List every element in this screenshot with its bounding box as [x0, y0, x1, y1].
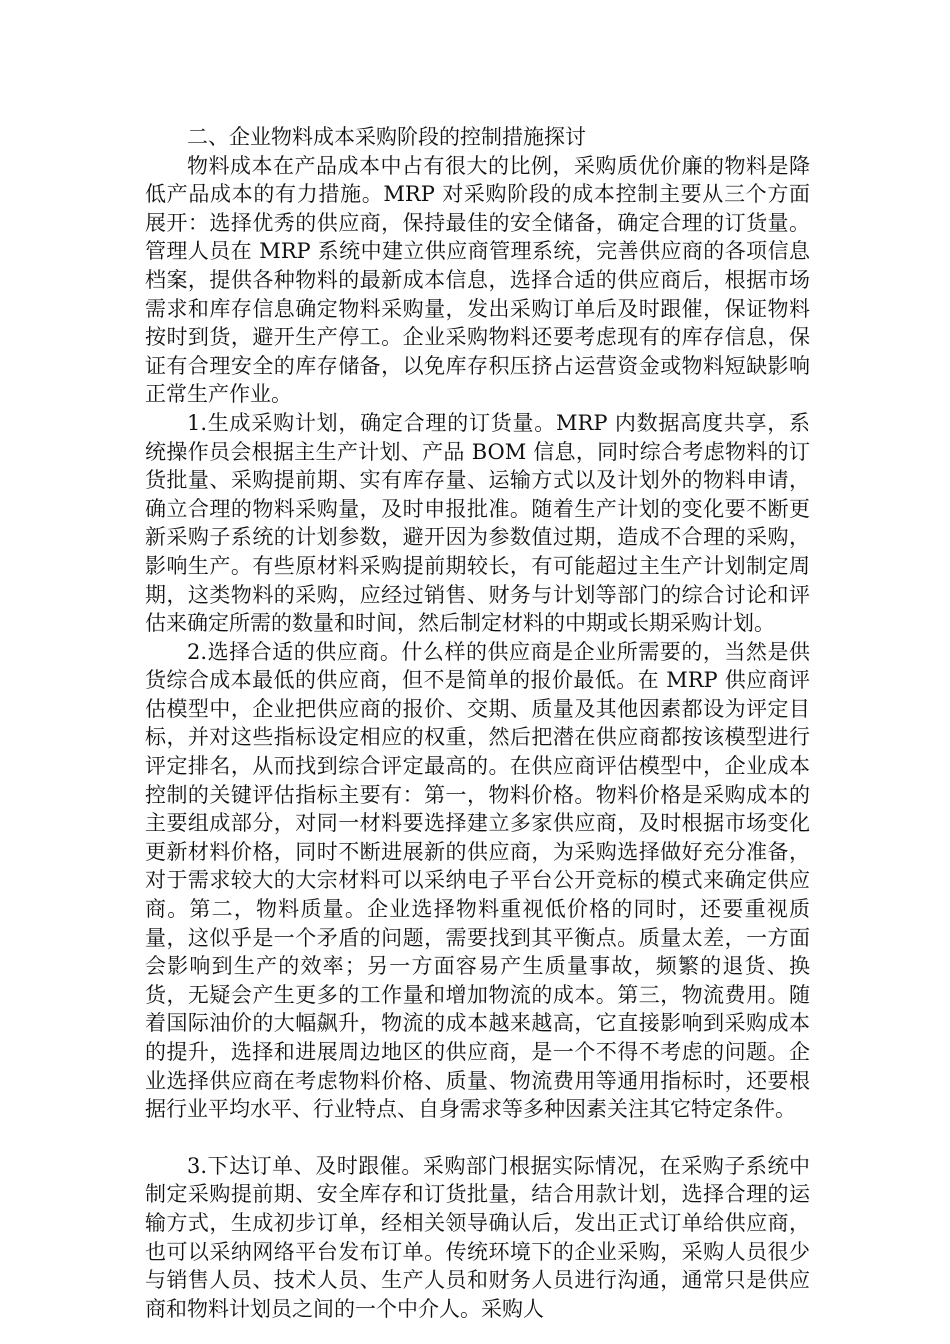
document-page — [145, 123, 810, 1323]
paragraph-spacer — [145, 1124, 810, 1152]
paragraph-intro: 物料成本在产品成本中占有很大的比例，采购质优价廉的物料是降低产品成本的有力措施。MRP 对采购阶段的成本控制主要从三个方面展开：选择优秀的供应商，保持最佳的安全储备，确定合理的订货量。管理人员在 MRP 系统中建立供应商管理系统，完善供应商的各项信息档案，提供各种物料的最新成本信息，选择合适的供应商后，根据市场需求和库存信息确定物料采购量，发出采购订单后及时跟催，保证物料按时到货，避开生产停工。企业采购物料还要考虑现有的库存信息，保证有合理安全的库存储备，以免库存积压挤占运营资金或物料短缺影响正常生产作业。 — [145, 153, 810, 407]
paragraph-purchase-plan: 1.生成采购计划，确定合理的订货量。MRP 内数据高度共享，系统操作员会根据主生产计划、产品 BOM 信息，同时综合考虑物料的订货批量、采购提前期、实有库存量、运输方式以及计划外的物料申请，确立合理的物料采购量，及时申报批准。随着生产计划的变化要不断更新采购子系统的计划参数，避开因为参数值过期，造成不合理的采购，影响生产。有些原材料采购提前期较长，有可能超过主生产计划制定周期，这类物料的采购，应经过销售、财务与计划等部门的综合讨论和评估来确定所需的数量和时间，然后制定材料的中期或长期采购计划。 — [145, 410, 810, 636]
paragraph-order-followup: 3.下达订单、及时跟催。采购部门根据实际情况，在采购子系统中制定采购提前期、安全库存和订货批量，结合用款计划，选择合理的运输方式，生成初步订单，经相关领导确认后，发出正式订单给供应商，也可以采纳网络平台发布订单。传统环境下的企业采购，采购人员很少与销售人员、技术人员、生产人员和财务人员进行沟通，通常只是供应商和物料计划员之间的一个中介人。采购人 — [145, 1153, 810, 1321]
section-heading: 二、企业物料成本采购阶段的控制措施探讨 — [187, 125, 586, 149]
paragraph-supplier-selection: 2.选择合适的供应商。什么样的供应商是企业所需要的，当然是供货综合成本最低的供应商，但不是简单的报价最低。在 MRP 供应商评估模型中，企业把供应商的报价、交期、质量及其他因素都设为评定目标，并对这些指标设定相应的权重，然后把潜在供应商都按该模型进行评定排名，从而找到综合评定最高的。在供应商评估模型中，企业成本控制的关键评估指标主要有：第一，物料价格。物料价格是采购成本的主要组成部分，对同一材料要选择建立多家供应商，及时根据市场变化更新材料价格，同时不断进展新的供应商，为采购选择做好充分准备，对于需求较大的大宗材料可以采纳电子平台公开竞标的模式来确定供应商。第二，物料质量。企业选择物料重视低价格的同时，还要重视质量，这似乎是一个矛盾的问题，需要找到其平衡点。质量太差，一方面会影响到生产的效率；另一方面容易产生质量事故，频繁的退货、换货，无疑会产生更多的工作量和增加物流的成本。第三，物流费用。随着国际油价的大幅飙升，物流的成本越来越高，它直接影响到采购成本的提升，选择和进展周边地区的供应商，是一个不得不考虑的问题。企业选择供应商在考虑物料价格、质量、物流费用等通用指标时，还要根据行业平均水平、行业特点、自身需求等多种因素关注其它特定条件。 — [145, 639, 810, 1122]
